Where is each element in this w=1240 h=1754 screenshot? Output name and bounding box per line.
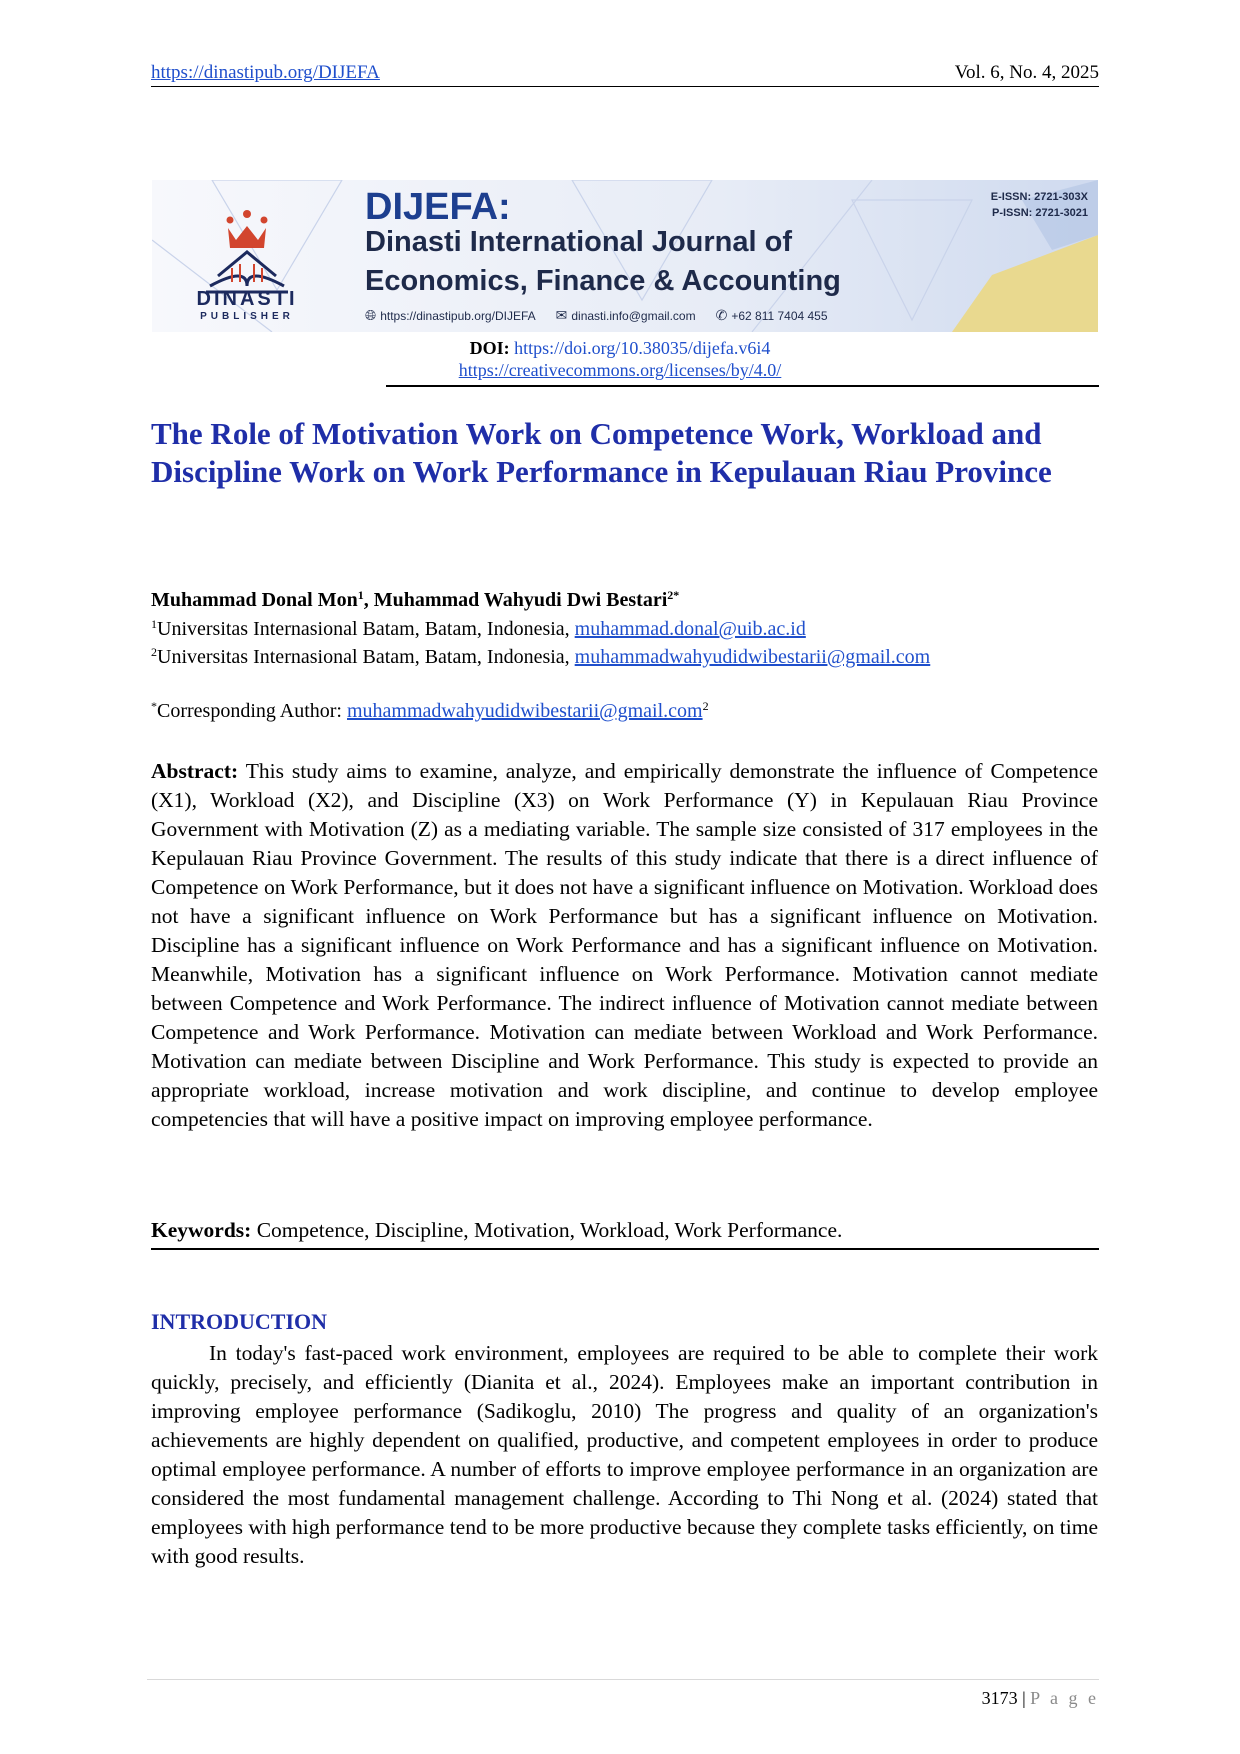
introduction-heading: INTRODUCTION	[151, 1309, 328, 1334]
affiliation-1	[151, 618, 806, 641]
abstract-label: Abstract:	[151, 759, 239, 783]
globe-icon: 🌐︎	[365, 307, 377, 323]
banner-website	[365, 307, 536, 324]
doi-label: DOI:	[469, 338, 510, 358]
footer-separator: |	[1017, 1688, 1031, 1708]
journal-url-link[interactable]: https://dinastipub.org/DIJEFA	[151, 62, 380, 83]
paper-title: The Role of Motivation Work on Competence Work, Workload and Discipline Work on Work Performance in Kepulauan Riau Province	[151, 416, 1052, 489]
license-line	[0, 359, 1240, 381]
banner-email-text: dinasti.info@gmail.com	[571, 309, 696, 323]
doi-link[interactable]: https://doi.org/10.38035/dijefa.v6i4	[514, 338, 771, 358]
journal-name-line1: Dinasti International Journal of	[365, 226, 792, 258]
banner-contacts	[365, 307, 828, 324]
affiliation-2-text: Universitas Internasional Batam, Batam, Indonesia,	[157, 646, 575, 668]
banner-website-text: https://dinastipub.org/DIJEFA	[380, 309, 536, 323]
affiliation-1-email-link[interactable]: muhammad.donal@uib.ac.id	[574, 618, 806, 640]
license-link[interactable]: https://creativecommons.org/licenses/by/4.0/	[458, 360, 782, 380]
issn-block	[991, 189, 1088, 221]
corresponding-label: Corresponding Author:	[157, 700, 347, 722]
envelope-icon: ✉	[555, 307, 568, 323]
affiliation-1-mark: 1	[151, 617, 157, 631]
affiliation-2-mark: 2	[151, 645, 157, 659]
affiliation-2-email-link[interactable]: muhammadwahyudidwibestarii@gmail.com	[574, 646, 931, 668]
abstract-text: This study aims to examine, analyze, and empirically demonstrate the influence of Competence (X1), Workload (X2), and Discipline (X3) on Work Performance (Y) in Kepulauan Riau Province Government with Motivation (Z) as a mediating variable. The sample size consisted of 317 employees in the Kepulauan Riau Province Government. The results of this study indicate that there is a direct influence of Competence on Work Performance, but it does not have a significant influence on Motivation. Workload does not have a significant influence on Work Performance but has a significant influence on Motivation. Discipline has a significant influence on Work Performance and has a significant influence on Motivation. Meanwhile, Motivation has a significant influence on Work Performance. Motivation cannot mediate between Competence and Work Performance. The indirect influence of Motivation cannot mediate between Competence and Work Performance. Motivation can mediate between Workload and Work Performance. Motivation can mediate between Discipline and Work Performance. This study is expected to provide an appropriate workload, increase motivation and work discipline, and continue to develop employee competencies that will have a positive impact on improving employee performance.	[151, 759, 1098, 1131]
page-number: 3173	[981, 1688, 1018, 1708]
p-issn: P-ISSN: 2721-3021	[992, 207, 1088, 219]
corresponding-author	[151, 700, 709, 723]
keywords-label: Keywords:	[151, 1218, 252, 1242]
journal-banner	[152, 180, 1098, 332]
keywords	[151, 1218, 842, 1243]
banner-phone	[716, 307, 828, 324]
footer-rule	[147, 1679, 1099, 1680]
publisher-subtitle: PUBLISHER	[200, 311, 294, 322]
journal-name-line2: Economics, Finance & Accounting	[365, 265, 841, 297]
corresponding-mark: *	[151, 699, 157, 713]
e-issn: E-ISSN: 2721-303X	[990, 191, 1088, 203]
introduction-paragraph: In today's fast-paced work environment, employees are required to be able to complete their work quickly, precisely, and efficiently (Dianita et al., 2024). Employees make an important contribution in improving employee performance (Sadikoglu, 2010) The progress and quality of an organization's achievements are highly dependent on qualified, productive, and competent employees in order to produce optimal employee performance. A number of efforts to improve employee performance in an organization are considered the most fundamental management challenge. According to Thi Nong et al. (2024) stated that employees with high performance tend to be more productive because they complete tasks efficiently, on time with good results.	[151, 1341, 1098, 1568]
phone-icon: ✆	[715, 307, 728, 323]
affiliation-1-text: Universitas Internasional Batam, Batam, Indonesia,	[157, 618, 575, 640]
author-1: Muhammad Donal Mon	[151, 589, 358, 611]
doi-rule	[386, 385, 1099, 387]
page-footer	[982, 1688, 1099, 1709]
doi-line	[0, 337, 1240, 359]
corresponding-suffix: 2	[702, 699, 709, 713]
banner-phone-text: +62 811 7404 455	[731, 309, 828, 323]
author-line	[151, 589, 679, 612]
keywords-text: Competence, Discipline, Motivation, Workload, Work Performance.	[251, 1218, 843, 1242]
volume-issue: Vol. 6, No. 4, 2025	[954, 62, 1099, 83]
author-2: Muhammad Wahyudi Dwi Bestari	[373, 589, 668, 611]
banner-email	[556, 307, 696, 324]
keywords-rule	[151, 1248, 1099, 1250]
journal-abbreviation: DIJEFA:	[365, 186, 511, 228]
author-2-mark: 2*	[667, 588, 680, 602]
doi-block	[0, 337, 1240, 381]
header-rule	[151, 86, 1099, 87]
author-1-mark: 1	[357, 588, 364, 602]
author-separator: ,	[363, 589, 374, 611]
corresponding-email-link[interactable]: muhammadwahyudidwibestarii@gmail.com	[347, 700, 703, 722]
page-word: P a g e	[1030, 1688, 1099, 1708]
affiliation-2	[151, 646, 930, 669]
publisher-name: DINASTI	[196, 288, 298, 310]
abstract	[151, 757, 1098, 1134]
